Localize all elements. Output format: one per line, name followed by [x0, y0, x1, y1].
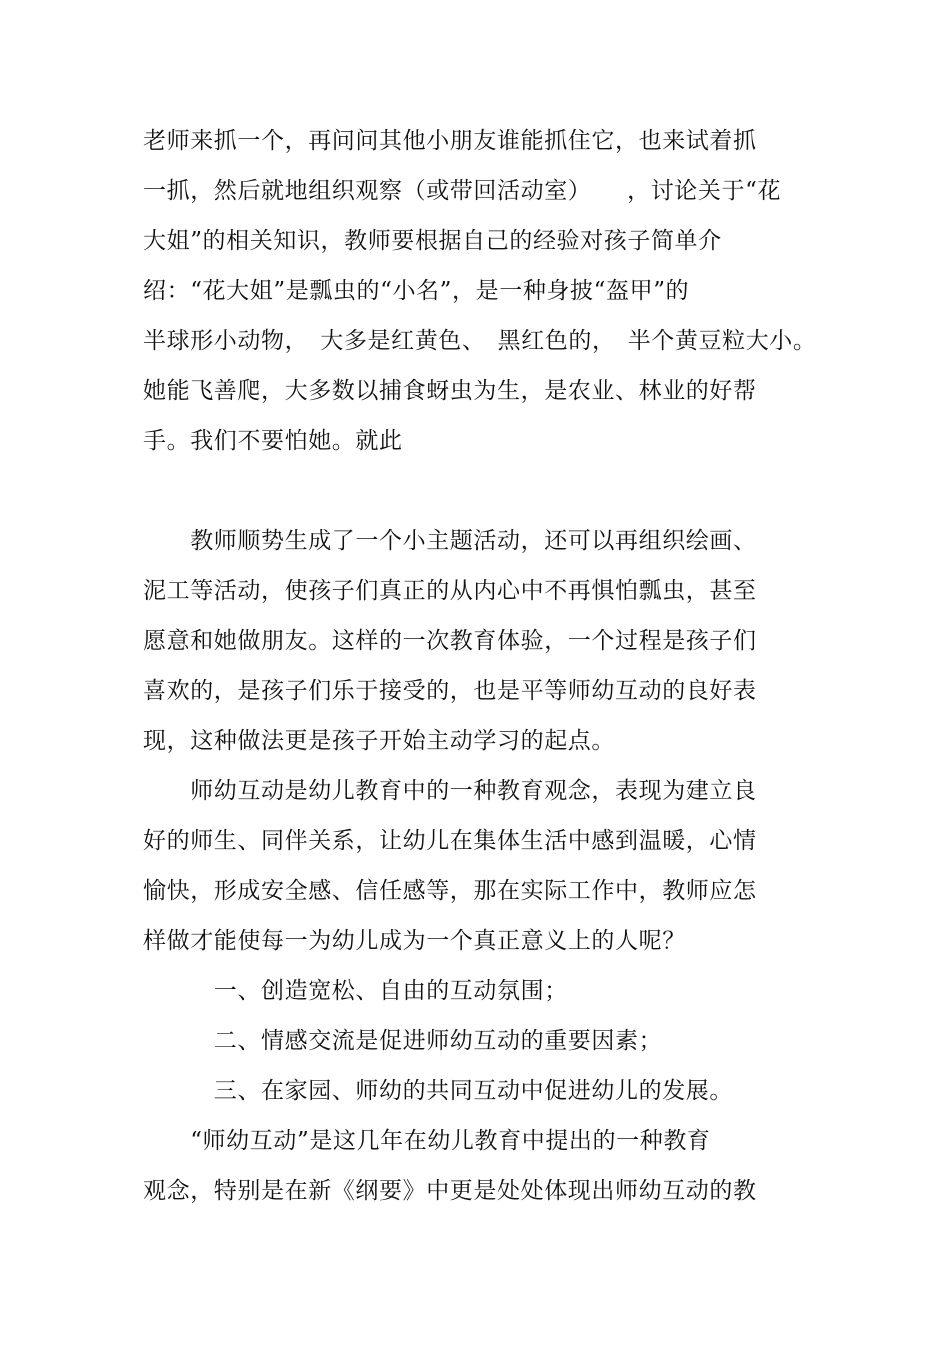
text-line: 喜欢的，是孩子们乐于接受的，也是平等师幼互动的良好表: [143, 678, 757, 704]
text-line: 愉快，形成安全感、信任感等，那在实际工作中，教师应怎: [143, 878, 757, 904]
list-item: 三、在家园、师幼的共同互动中促进幼儿的发展。: [143, 1078, 733, 1104]
text-line: 教师顺势生成了一个小主题活动，还可以再组织绘画、: [143, 528, 757, 554]
list-item: 二、情感交流是促进师幼互动的重要因素；: [143, 1028, 663, 1054]
text-line: 半球形小动物， 大多是红黄色、 黑红色的， 半个黄豆粒大小。: [143, 328, 817, 354]
text-line: 现，这种做法更是孩子开始主动学习的起点。: [143, 728, 615, 754]
text-line: “师幼互动”是这几年在幼儿教育中提出的一种教育: [143, 1128, 711, 1154]
text-line: 样做才能使每一为幼儿成为一个真正意义上的人呢？: [143, 928, 686, 954]
text-line: 绍：“花大姐”是瓢虫的“小名”，是一种身披“盔甲”的: [143, 278, 690, 304]
text-line: 愿意和她做朋友。这样的一次教育体验，一个过程是孩子们: [143, 628, 757, 654]
text-line: 好的师生、同伴关系，让幼儿在集体生活中感到温暖，心情: [143, 828, 757, 854]
text-line: 大姐”的相关知识，教师要根据自己的经验对孩子简单介: [143, 228, 722, 254]
text-line: 观念，特别是在新《纲要》中更是处处体现出师幼互动的教: [143, 1178, 757, 1204]
text-line: 一抓，然后就地组织观察（或带回活动室） ，讨论关于“花: [143, 178, 782, 204]
text-line: 老师来抓一个，再问问其他小朋友谁能抓住它，也来试着抓: [143, 128, 757, 154]
text-line: 手。我们不要怕她。就此: [143, 428, 403, 454]
list-item: 一、创造宽松、自由的互动氛围；: [143, 978, 568, 1004]
text-line: 师幼互动是幼儿教育中的一种教育观念，表现为建立良: [143, 778, 757, 804]
text-line: 她能飞善爬，大多数以捕食蚜虫为生，是农业、林业的好帮: [143, 378, 757, 404]
text-line: 泥工等活动，使孩子们真正的从内心中不再惧怕瓢虫，甚至: [143, 578, 757, 604]
